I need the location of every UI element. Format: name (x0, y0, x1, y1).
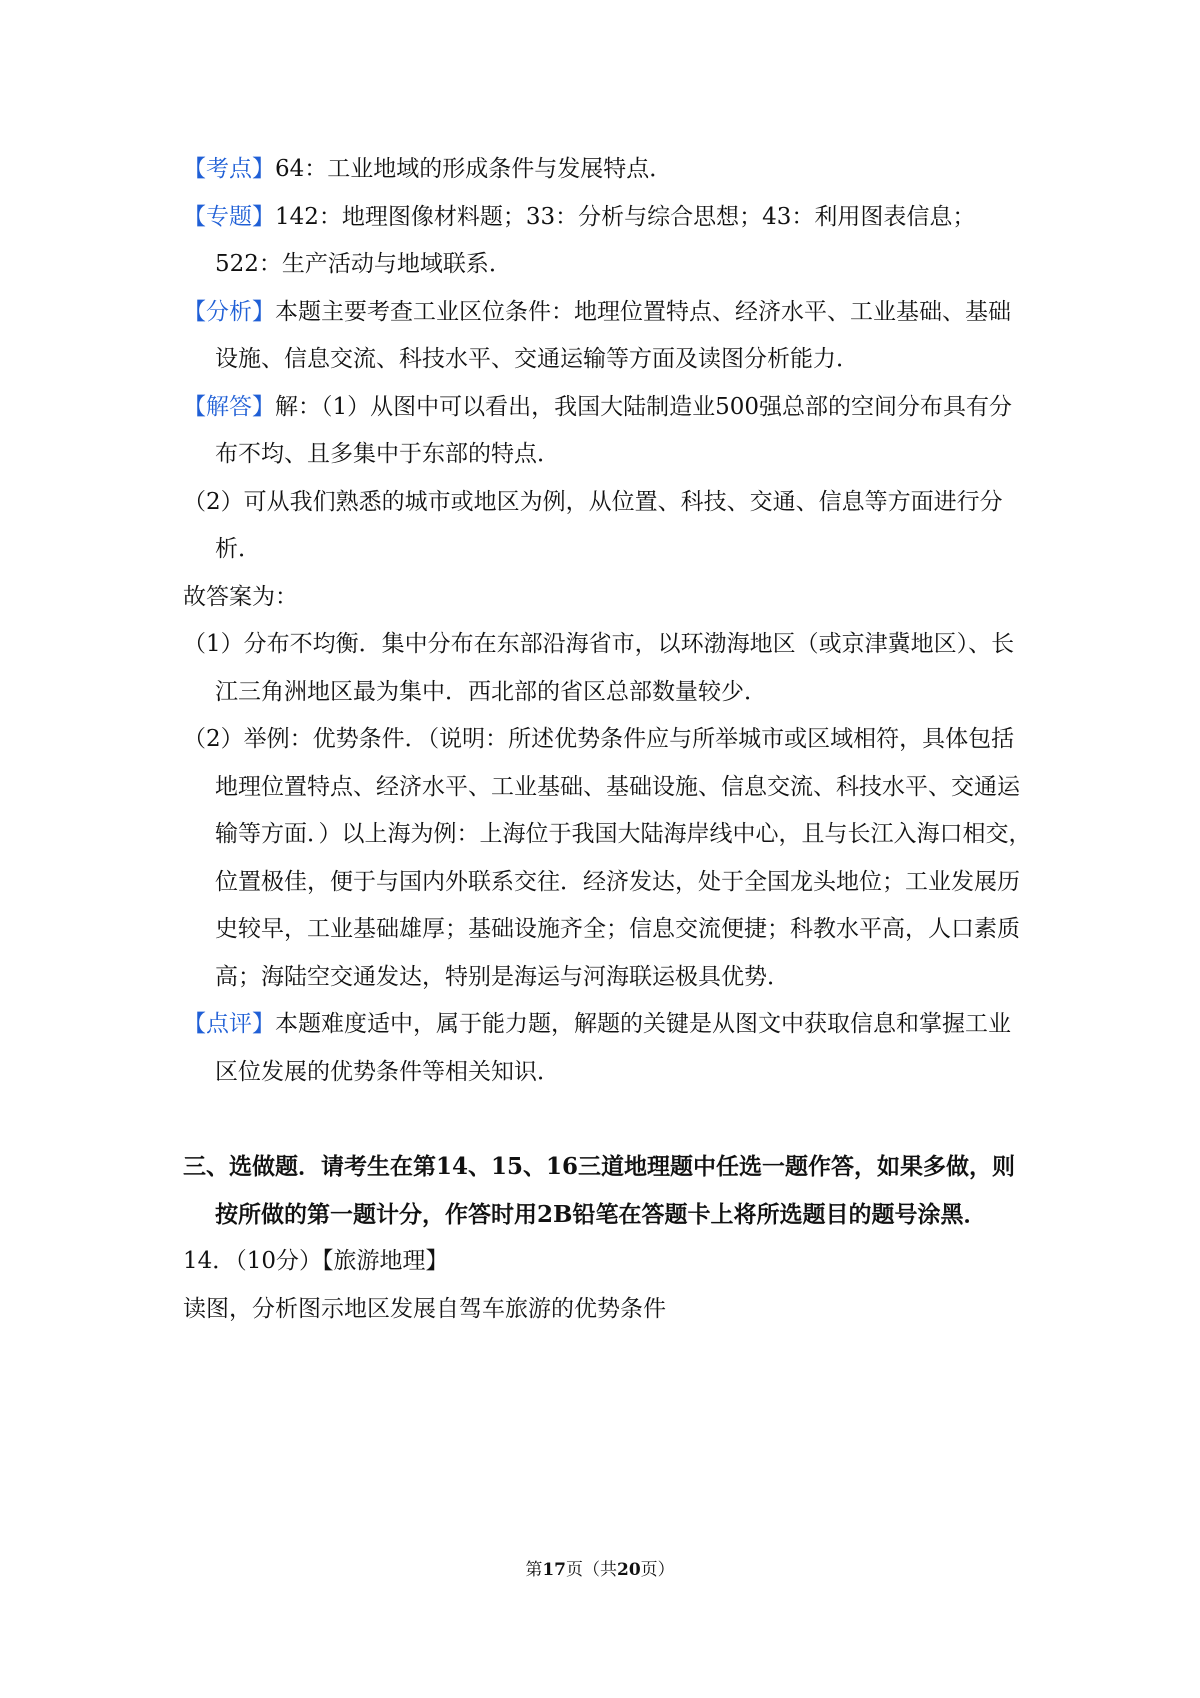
fenxi-paragraph (183, 289, 1033, 384)
footer-suffix: 页） (640, 1560, 675, 1580)
answer2-paragraph (183, 716, 1033, 1001)
footer-total-pages: 20 (617, 1560, 641, 1580)
footer-middle: 页（共 (566, 1560, 617, 1580)
answer2-text: （2）举例：优势条件．（说明：所述优势条件应与所举城市或区域相符，具体包括地理位置特点、经济水平、工业基础、基础设施、信息交流、科技水平、交通运输等方面．）以上海为例：上海位于我国大陆海岸线中心，且与长江入海口相交，位置极佳，便于与国内外联系交往．经济发达，处于全国龙头地位；工业发展历史较早，工业基础雄厚；基础设施齐全；信息交流便捷；科教水平高，人口素质高；海陆空交通发达，特别是海运与河海联运极具优势． (183, 726, 1032, 990)
jieda-part1: 解：（1）从图中可以看出，我国大陆制造业500强总部的空间分布具有分布不均、且多集中于东部的特点． (215, 393, 1013, 467)
kaodian-text: 64：工业地域的形成条件与发展特点． (275, 156, 673, 182)
dianping-text: 本题难度适中，属于能力题，解题的关键是从图文中获取信息和掌握工业区位发展的优势条件等相关知识． (215, 1011, 1011, 1085)
page-content (183, 146, 1033, 1333)
zhuanti-text: 142：地理图像材料题；33：分析与综合思想；43：利用图表信息；522：生产活动与地域联系． (215, 203, 976, 277)
footer-page-number: 17 (542, 1560, 566, 1580)
jieda-tag: 【解答】 (183, 393, 275, 420)
page-footer (0, 1555, 1200, 1580)
section3-heading: 三、选做题．请考生在第14、15、16三道地理题中任选一题作答，如果多做，则按所做的第一题计分，作答时用2B铅笔在答题卡上将所选题目的题号涂黑． (183, 1153, 1016, 1228)
answer1-text: （1）分布不均衡．集中分布在东部沿海省市，以环渤海地区（或京津冀地区）、长江三角洲地区最为集中．西北部的省区总部数量较少． (183, 631, 1015, 705)
q14-title: 14．（10分）【旅游地理】 (183, 1248, 449, 1274)
spacer (183, 1096, 1033, 1143)
footer-prefix: 第 (525, 1560, 543, 1580)
zhuanti-paragraph (183, 194, 1033, 289)
kaodian-paragraph (183, 146, 1033, 194)
jieda-part2-paragraph (183, 479, 1033, 574)
answer-label: 故答案为： (183, 583, 298, 610)
zhuanti-tag: 【专题】 (183, 203, 275, 230)
kaodian-tag: 【考点】 (183, 156, 275, 182)
answer1-paragraph (183, 621, 1033, 716)
dianping-paragraph (183, 1001, 1033, 1096)
fenxi-tag: 【分析】 (183, 298, 275, 325)
jieda-paragraph (183, 384, 1033, 479)
dianping-tag: 【点评】 (183, 1011, 275, 1037)
q14-prompt: 读图，分析图示地区发展自驾车旅游的优势条件 (183, 1295, 666, 1322)
fenxi-text: 本题主要考查工业区位条件：地理位置特点、经济水平、工业基础、基础设施、信息交流、科技水平、交通运输等方面及读图分析能力． (215, 298, 1011, 372)
jieda-part2: （2）可从我们熟悉的城市或地区为例，从位置、科技、交通、信息等方面进行分析． (183, 488, 1003, 562)
